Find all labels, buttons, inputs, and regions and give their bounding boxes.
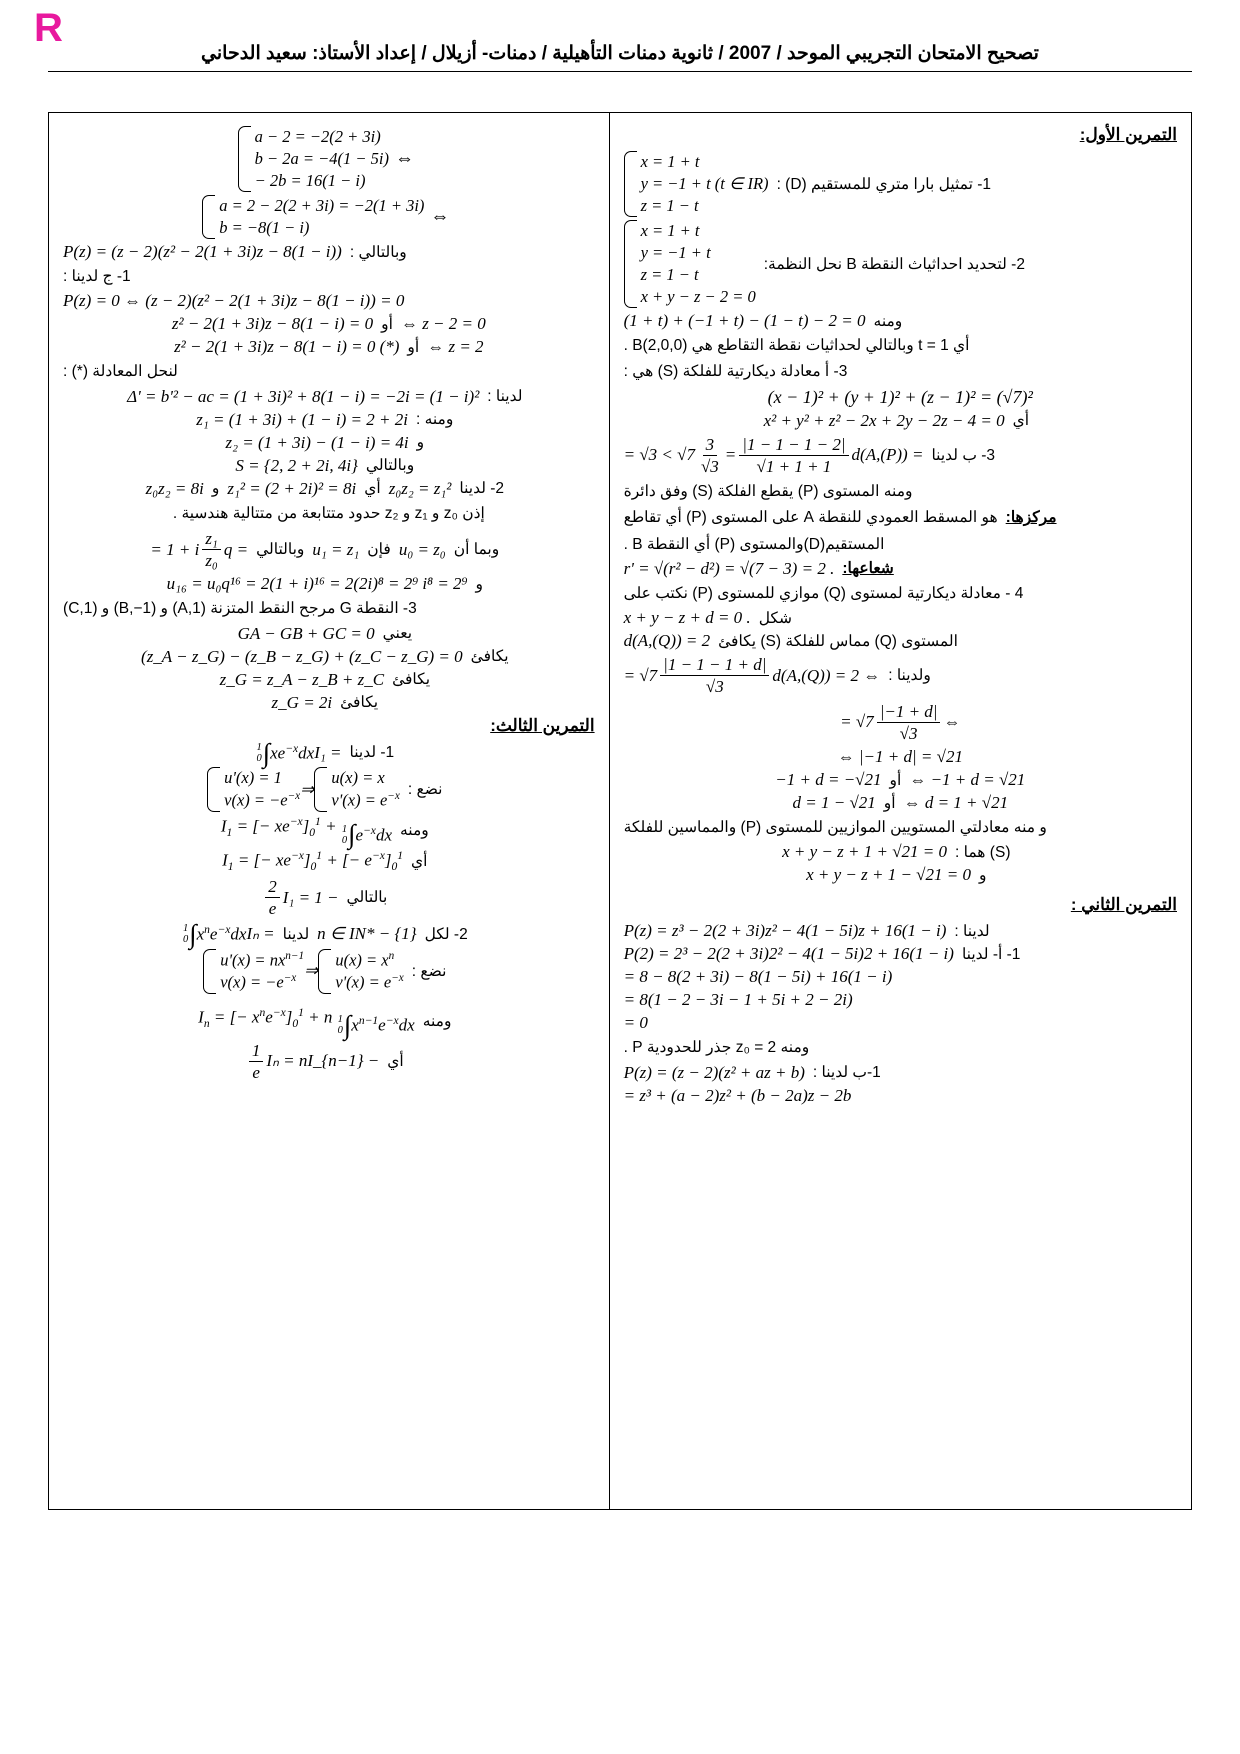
ex3-ay-row <box>63 849 595 873</box>
ex2-1a-label: 1- أ- لدينا <box>961 945 1021 963</box>
q2-geom-row <box>63 479 595 499</box>
c1-or-2: أو <box>407 338 420 356</box>
q4-cond-label: المستوى (Q) مماس للفلكة (S) يكافئ <box>718 632 958 650</box>
ex3-2-put-left-system <box>318 949 403 994</box>
ex3-put-right-system <box>207 767 300 812</box>
ratio-u1: u₁ = z₁ <box>312 539 360 559</box>
brace-icon <box>624 220 637 308</box>
put2-v: $v(x) = -e^{-x}$ <box>220 972 297 992</box>
ratio-lhs: q = <box>223 539 249 559</box>
ex3-2-ay-fraction <box>249 1040 264 1084</box>
q2-eq-3: z = 1 − t <box>640 265 699 284</box>
ex3-1-row <box>63 737 595 768</box>
q2-eq-1: x = 1 + t <box>640 221 700 240</box>
sys1-eq-1: a − 2 = −2(2 + 3i) <box>254 127 381 146</box>
q3a-label: 3- أ معادلة ديكارتية للفلكة (S) هي : <box>623 363 848 381</box>
concl-eq: P(z) = (z − 2)(z² − 2(1 + 3i)z − 8(1 − i)) <box>63 242 342 261</box>
c1-l1-row <box>63 291 595 311</box>
q4-cond-row <box>624 631 1177 651</box>
q4-step3: ⇔ |−1 + d| = √21 <box>837 747 963 766</box>
ex3-2-omnh-eq: $I_n$ = [− $x^ne^{-x}]_0^1 + n$ 1 0 ∫ $x^{n-1}e^{-x}dx$ <box>198 1005 415 1040</box>
q4-concl-row <box>624 816 1177 839</box>
brace-icon <box>203 949 216 994</box>
ex3-2-lhs: Iₙ = <box>246 924 275 944</box>
ex3-2-put-label: نضع : <box>411 962 447 980</box>
brace-icon <box>202 195 215 239</box>
q4-res2-label: و <box>979 866 987 884</box>
sys2-row <box>63 195 595 239</box>
q2-line2-text: أي t = 1 وبالتالي لحداثيات نقطة التقاطع هي B(2,0,0) . <box>623 337 970 354</box>
put-vp: $v'(x) = e^{-x}$ <box>331 790 400 810</box>
ex3-2-ay-num: 1 <box>249 1040 264 1062</box>
ex2-1b-label: 1-ب لدينا : <box>812 1064 881 1081</box>
q2-geom-and: و <box>211 480 220 497</box>
q2-geom-c: z₀z₂ = 8i <box>145 478 204 498</box>
ratio-u0: u₀ = z₀ <box>398 539 446 559</box>
brace-icon <box>238 126 251 192</box>
concl-row <box>63 242 595 262</box>
q4-cond-eq: d(A,(Q)) = 2 <box>623 631 711 650</box>
q3-mean-eq: GA − GB + GC = 0 <box>237 623 375 643</box>
q1-label: 1- تمثيل بارا متري للمستقيم (D) : <box>776 175 992 193</box>
integral-icon: ∫ <box>189 918 197 949</box>
c1-l3b: z² − 2(1 + 3i)z − 8(1 − i) = 0 (*) <box>174 337 400 357</box>
z1-label: ومنه : <box>415 411 454 428</box>
q4-step2-num: |−1 + d| <box>877 701 941 723</box>
ratio-and: وبالتالي <box>256 541 305 558</box>
ratio-eq: = 1 + i <box>150 539 200 559</box>
implies-icon: ⇒ <box>300 779 315 799</box>
ex3-res-label: بالتالي <box>346 889 388 907</box>
q2-geom-mid: أي <box>364 480 381 497</box>
exercise-3-title: التمرين الثالث: <box>490 715 595 735</box>
q4-res1-row <box>624 842 1177 862</box>
q3a-eq1: (x − 1)² + (y + 1)² + (z − 1)² = (√7)² <box>767 386 1033 407</box>
u16-row <box>63 574 595 594</box>
exercise-1-title: التمرين الأول: <box>1079 125 1177 144</box>
z2-row <box>63 433 595 453</box>
ex3-omnh-eq: $I_1$ = [− $xe^{-x}]_0^1$ + 1 0 ∫ $e^{-x}dx$ <box>220 814 392 850</box>
ex2-given-label: لدينا : <box>954 922 990 940</box>
q4-concl-text: و منه معادلتي المستويين الموازيين للمستوى (P) والمماسين للفلكة <box>623 819 1047 836</box>
ex3-2-label2: لدينا <box>282 925 310 943</box>
radius-row <box>624 559 1177 579</box>
ex3-2-ay-lhs: Iₙ = nI_{n−1} − <box>266 1051 380 1071</box>
q3-eq1-row <box>63 647 595 667</box>
sys2-eq-1: a = 2 − 2(2 + 3i) = −2(1 + 3i) <box>219 196 425 215</box>
q4-fraction <box>660 654 769 698</box>
q3a-eq1-row <box>624 387 1177 408</box>
q3b-label: 3- ب لدينا <box>931 446 996 464</box>
ex2-1b-row <box>624 1063 1177 1083</box>
q4-res-label: (S) هما : <box>955 843 1011 861</box>
q1-eq-2: y = −1 + t (t ∈ IR) <box>640 174 769 193</box>
q4-form-row <box>624 608 1177 628</box>
q2-system <box>624 220 756 308</box>
c1-label-row <box>63 265 595 288</box>
ex3-2-cond: n ∈ IN* − {1} <box>317 924 417 944</box>
sys1-row <box>63 126 595 192</box>
z1-eq: z₁ = (1 + 3i) + (1 − i) = 2 + 2i <box>196 409 408 429</box>
radius-label: شعاعها: <box>842 560 894 578</box>
ex3-res-row <box>63 876 595 920</box>
q4-step2-fraction <box>877 701 941 745</box>
q4-frac-num: |1 − 1 − 1 + d| <box>660 654 769 676</box>
q4-res2-row <box>624 865 1177 885</box>
brace-icon <box>318 949 331 994</box>
q4-res2: x + y − z + 1 − √21 = 0 <box>806 865 971 885</box>
q1-eq-1: x = 1 + t <box>640 152 700 171</box>
q1-system <box>624 151 769 217</box>
q2-line1-label: ومنه <box>873 312 903 330</box>
ex2-1a-l3-row <box>624 990 1177 1010</box>
q3-eq3-row <box>63 693 595 713</box>
equivalence-icon: ⇔ <box>395 148 414 169</box>
solve-label: لنحل المعادلة (*) : <box>63 363 178 381</box>
q3b-fraction-1 <box>739 434 848 478</box>
integral-icon: ∫ <box>262 737 271 768</box>
ex3-res-num: 2 <box>265 876 280 898</box>
ex2-1b-l2: = z³ + (a − 2)z² + (b − 2a)z − 2b <box>623 1085 852 1105</box>
c1-l3-row <box>63 337 595 357</box>
q4-line-label: ولدينا : <box>888 667 931 685</box>
q3-eq2: z_G = z_A − z_B + z_C <box>219 669 385 689</box>
q3-barycenter-row <box>63 597 595 620</box>
q4-form-label: شكل <box>758 609 792 627</box>
sys1 <box>238 126 389 192</box>
delta-row <box>63 387 595 407</box>
q4-res1: x + y − z + 1 + √21 = 0 <box>782 842 948 862</box>
ex3-res-den: e <box>268 899 277 919</box>
q3a-eq2-row <box>624 411 1177 431</box>
ratio-label: وبما أن <box>453 541 500 558</box>
ex2-1a-row <box>624 944 1177 964</box>
q4-row <box>624 582 1177 605</box>
right-column <box>609 113 1191 1509</box>
ex2-1a-concl-row <box>624 1036 1177 1059</box>
q3a-eq2: x² + y² + z² − 2x + 2y − 2z − 4 = 0 <box>763 410 1005 430</box>
q3a-row <box>624 360 1177 383</box>
q2-geom-concl-row <box>63 502 595 525</box>
brace-icon <box>207 767 220 812</box>
sys2-eq-2: b = −8(1 − i) <box>219 218 310 237</box>
sys1-eq-2: b − 2a = −4(1 − 5i) <box>254 149 389 168</box>
center-text-2: المستقيم(D)والمستوى (P) أي النقطة B . <box>623 535 885 553</box>
q3b-tail: = √3 < √7 <box>623 445 695 465</box>
q3-eq2-row <box>63 670 595 690</box>
q3b-frac2-den: √3 <box>700 456 719 476</box>
q2-geom-label: 2- لدينا <box>459 480 505 497</box>
ex3-ay-eq: $I_1$ = [− $xe^{-x}]_0^1$ + [− $e^{-x}]_0^1$ <box>222 849 404 874</box>
z2-eq: z₂ = (1 + 3i) − (1 − i) = 4i <box>225 432 409 452</box>
q3b-frac1-den: √1 + 1 + 1 <box>756 456 832 476</box>
ex2-1a-l3: = 8(1 − 2 − 3i − 1 + 5i + 2 − 2i) <box>623 990 853 1010</box>
q3b-conclusion <box>624 480 1177 503</box>
z1-row <box>63 410 595 430</box>
put2-up: $u'(x) = nx^{n-1}$ <box>220 949 305 970</box>
ex3-put-left-system <box>314 767 399 812</box>
u16-eq: u₁₆ = u₀q¹⁶ = 2(1 + i)¹⁶ = 2(2i)⁸ = 2⁹ i⁸ = 2⁹ <box>166 574 468 594</box>
brace-icon <box>314 767 327 812</box>
q1-row <box>624 151 1177 217</box>
implies-icon: ⇒ <box>304 961 319 981</box>
ex2-1a-l2: = 8 − 8(2 + 3i) − 8(1 − 5i) + 16(1 − i) <box>623 967 893 987</box>
integral-2: 1 0 ∫ $x^ne^{-x}dx$ <box>182 918 247 949</box>
u16-label: و <box>475 575 483 593</box>
ex2-given-eq: P(z) = z³ − 2(2 + 3i)z² − 4(1 − 5i)z + 16(1 − i) <box>623 921 947 941</box>
c1-l3a: ⇔ z = 2 <box>427 337 484 357</box>
q3-eq2-label: يكافئ <box>392 671 431 688</box>
q3a-eq2-label: أي <box>1012 412 1030 429</box>
q4-step4a: ⇔ −1 + d = √21 <box>909 770 1026 789</box>
ratio-then: فإن <box>367 541 391 558</box>
ratio-row <box>63 528 595 572</box>
ex3-1-lhs: I₁ = <box>314 742 342 762</box>
ex3-res-lhs: I₁ = 1 − <box>282 887 339 907</box>
center-row-2 <box>624 533 1177 556</box>
set-label: وبالتالي <box>365 457 415 474</box>
q4-eq-rhs: = √7 <box>623 665 658 685</box>
ex3-2-put-row <box>63 949 595 994</box>
c1-l1: P(z) = 0 ⇔ (z − 2)(z² − 2(1 + 3i)z − 8(1 − i)) = 0 <box>63 291 405 311</box>
exam-sheet <box>48 112 1192 1510</box>
q4-step5-row <box>624 793 1177 813</box>
delta-eq: Δ' = b'² − ac = (1 + 3i)² + 8(1 − i) = −2i = (1 − i)² <box>127 386 480 406</box>
equivalence-icon: ⇔ <box>430 206 450 227</box>
q3b-concl-text: ومنه المستوى (P) يقطع الفلكة (S) وفق دائرة <box>623 483 913 500</box>
q2-row <box>624 220 1177 308</box>
int1-lower: 0 <box>256 752 262 764</box>
page-header: تصحيح الامتحان التجريبي الموحد / 2007 / ثانوية دمنات التأهيلية / دمنات- أزيلال / إعداد الأستاذ: سعيد الدحاني <box>48 42 1192 72</box>
q3b-lhs: d(A,(P)) = <box>851 445 924 465</box>
q3b-row <box>624 434 1177 478</box>
ex3-put-row <box>63 767 595 812</box>
q3b-frac2-num: 3 <box>703 434 718 456</box>
q4-label: 4 - معادلة ديكارتية لمستوى (Q) موازي للمستوى (P) نكتب على <box>623 584 1024 602</box>
center-label: مركزها: <box>1005 509 1057 527</box>
q2-geom-b: z₁² = (2 + 2i)² = 8i <box>227 478 357 498</box>
q2-line2 <box>624 334 1177 357</box>
c1-l2b: z² − 2(1 + 3i)z − 8(1 − i) = 0 <box>171 314 374 334</box>
equals-sign-1: = <box>724 445 737 465</box>
q4-step5-or: أو <box>883 794 896 812</box>
ex2-1b-l1: P(z) = (z − 2)(z² + az + b) <box>623 1062 805 1082</box>
q4-step5b: d = 1 − √21 <box>792 793 876 812</box>
ex2-1a-l4-row <box>624 1013 1177 1033</box>
q4-step4b: −1 + d = −√21 <box>775 770 882 789</box>
ex3-2-omnh-row <box>63 1005 595 1040</box>
q3-mean-row <box>63 624 595 644</box>
ex3-2-put-right-system <box>203 949 304 994</box>
q4-frac-den: √3 <box>705 677 724 697</box>
int1-upper: 1 <box>256 741 262 753</box>
center-text-1: هو المسقط العمودي للنقطة A على المستوى (P) أي تقاطع <box>623 509 998 527</box>
q3-barycenter-label: 3- النقطة G مرجح النقط المتزنة (A,1) و (B,−1) و (C,1) <box>63 600 417 618</box>
ex2-given-row <box>624 921 1177 941</box>
set-eq: S = {2, 2 + 2i, 4i} <box>235 455 358 475</box>
put-up: u'(x) = 1 <box>224 768 282 788</box>
q2-eq-4: x + y − z − 2 = 0 <box>640 287 756 306</box>
q4-step4-or: أو <box>889 771 902 789</box>
q4-step5a: ⇔ d = 1 + √21 <box>903 793 1009 812</box>
q4-step3-row <box>624 747 1177 767</box>
int2-body: $x^ne^{-x}dx$ <box>196 923 247 944</box>
ex3-omnh-label: ومنه <box>399 822 429 839</box>
equivalence-icon: ⇔ <box>943 712 961 732</box>
ex3-res-fraction <box>265 876 280 920</box>
ex2-1a-concl: ومنه z₀ = 2 جذر للحدودية P . <box>623 1039 810 1057</box>
q4-step2-rhs: = √7 <box>840 712 874 732</box>
q4-line-row <box>624 654 1177 698</box>
ratio-den: z₀ <box>205 551 218 570</box>
brace-icon <box>624 151 637 217</box>
delta-label: لدينا : <box>487 388 523 405</box>
ex3-2-row <box>63 918 595 949</box>
integral-1 <box>255 737 315 768</box>
q2-geom-a: z₀z₂ = z₁² <box>388 478 452 498</box>
ex3-2-ay-den: e <box>252 1062 260 1082</box>
q1-eq-3: z = 1 − t <box>640 196 699 215</box>
c1-l2a: ⇔ z − 2 = 0 <box>400 314 486 334</box>
q2-label: 2- لتحديد احداثياث النقطة B نحل النظمة: <box>763 255 1025 273</box>
put2-vp: $v'(x) = e^{-x}$ <box>335 972 404 992</box>
q3b-frac1-num: |1 − 1 − 1 − 2| <box>739 434 848 456</box>
ex3-2-ay-label: أي <box>387 1052 404 1070</box>
q3-eq1-label: يكافئ <box>470 648 509 665</box>
ex2-1a-l2-row <box>624 967 1177 987</box>
left-column <box>49 113 609 1509</box>
center-row-1 <box>624 506 1177 529</box>
z2-label: و <box>416 434 425 451</box>
q3-eq3: z_G = 2i <box>271 692 333 712</box>
logo: R <box>34 6 62 50</box>
ex3-2-label: 2- لكل <box>424 925 468 943</box>
ex3-1-label: 1- لدينا <box>349 744 395 762</box>
q4-line-lhs: d(A,(Q)) = 2 ⇔ <box>772 665 881 685</box>
put-u: u(x) = x <box>331 768 385 788</box>
ex2-1b-l2-row <box>624 1086 1177 1106</box>
ex2-1a-l1: P(2) = 2³ − 2(2 + 3i)2² − 4(1 − 5i)2 + 16(1 − i) <box>623 944 954 964</box>
q3-eq3-label: يكافئ <box>340 694 379 711</box>
radius-eq: r' = √(r² − d²) = √(7 − 3) = 2 . <box>623 558 835 578</box>
sys2 <box>202 195 424 239</box>
int1-body: $xe^{-x}dx$ <box>270 742 315 763</box>
put-v: $v(x) = -e^{-x}$ <box>224 790 301 810</box>
ex3-put-label: نضع : <box>407 781 443 799</box>
solve-row <box>63 360 595 383</box>
ex3-2-omnh-label: ومنه <box>422 1012 452 1030</box>
ex3-ay-label: أي <box>411 852 428 870</box>
c1-or-1: أو <box>381 315 393 333</box>
q2-eq-2: y = −1 + t <box>640 243 711 262</box>
exercise-2-title: التمرين الثاني : <box>1070 895 1177 915</box>
q2-geom-concl: إذن z₀ و z₁ و z₂ حدود متتابعة من متتالية هندسية . <box>172 504 485 522</box>
put2-u: $u(x) = x^n$ <box>335 949 395 970</box>
q4-step2-row <box>624 701 1177 745</box>
q2-line1 <box>624 311 1177 331</box>
concl-label: وبالتالي : <box>349 243 407 261</box>
ratio-fraction <box>202 528 221 572</box>
q4-form-eq: x + y − z + d = 0 . <box>623 608 751 627</box>
ratio-num: z₁ <box>202 528 221 550</box>
q4-step2-den: √3 <box>899 723 918 743</box>
ex3-2-ay-row <box>63 1040 595 1084</box>
q2-line1-eq: (1 + t) + (−1 + t) − (1 − t) − 2 = 0 <box>623 311 866 330</box>
sys1-eq-3: − 2b = 16(1 − i) <box>254 171 366 190</box>
set-row <box>63 456 595 476</box>
q3-eq1: (z_A − z_G) − (z_B − z_G) + (z_C − z_G) = 0 <box>141 646 463 666</box>
q4-step4-row <box>624 770 1177 790</box>
c1-l2-row <box>63 314 595 334</box>
ex2-1a-l4: = 0 <box>623 1013 648 1033</box>
q3-mean-label: يعني <box>382 625 413 642</box>
q3b-fraction-2 <box>698 434 722 478</box>
ex3-omnh-row <box>63 814 595 850</box>
c1-label: 1- ج لدينا : <box>63 268 131 285</box>
